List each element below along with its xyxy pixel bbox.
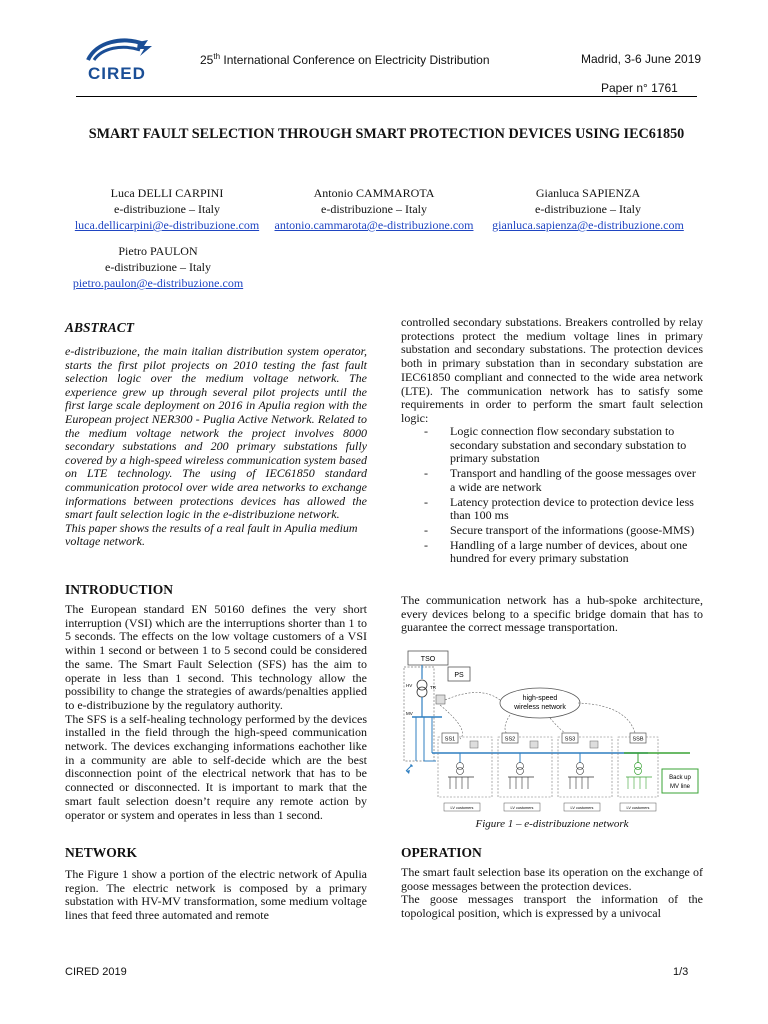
header-rule: [76, 96, 697, 97]
list-item: - Secure transport of the informations (goose-MMS): [422, 524, 703, 538]
network-diagram: [400, 645, 706, 817]
svg-text:SS2: SS2: [504, 736, 516, 743]
intro-paragraph: The European standard EN 50160 defines the very short interruption (VSI) which are the interruptions shorter than 1 to 5 seconds. The effects on the low voltage customers of a VSI within 1 second or between 1 to 5 second could be considered the same. The Smart Fault Selection (SFS) has the aim to operate in less than 1 second. This technology allow the possibility to change the strategies of awards/penalties applied to e-distribuzione by the regulatory authority.: [65, 602, 367, 712]
figure-caption: Figure 1 – e-distribuzione network: [475, 818, 629, 830]
wireless-label: high-speed: [522, 695, 558, 702]
svg-text:LV customers: LV customers: [626, 805, 650, 810]
svg-text:SS1: SS1: [444, 736, 456, 743]
list-item: - Transport and handling of the goose messages over a wide are network: [422, 467, 703, 494]
tr-label: TR: [430, 685, 436, 690]
tso-label: TSO: [420, 656, 436, 663]
backup-label: MV line: [669, 784, 691, 790]
author-block: [268, 185, 480, 233]
list-item: - Logic connection flow secondary substation to secondary substation and secondary substation to primary substation: [422, 425, 703, 466]
author-block: [62, 185, 272, 233]
intro-paragraph: The SFS is a self-healing technology performed by the devices installed in the field through the high-speed communication network. The devices exchanging informations eachother like in a community are able to self-decide which are the best disconnection point of the electrical network that has to be connected or disconnected. It is important to mark that the smart fault selection doesn’t require any remote action by operator or system and operates in less than 1 second.: [65, 711, 367, 822]
network-heading: NETWORK: [65, 845, 138, 860]
abstract-heading: ABSTRACT: [65, 320, 135, 335]
footer-left: CIRED 2019: [65, 966, 127, 978]
conference-title: 25th International Conference on Electricity Distribution: [200, 52, 490, 67]
paper-number: Paper n° 1761: [601, 81, 678, 95]
network-paragraph: The Figure 1 show a portion of the electric network of Apulia region. The electric network is composed by a primary substation with HV-MV transformation, some medium voltage lines that feed three automated and remote: [65, 867, 367, 923]
operation-text: [401, 866, 703, 921]
backup-label: Back up: [669, 775, 691, 781]
svg-text:LV customers: LV customers: [510, 805, 534, 810]
introduction-heading: INTRODUCTION: [65, 582, 174, 597]
wireless-network-cloud: [500, 688, 580, 718]
author-name: Gianluca SAPIENZA: [535, 186, 641, 200]
author-block: [482, 185, 694, 233]
wireless-label: wireless network: [514, 704, 566, 711]
hv-label: HV: [406, 683, 413, 688]
place-date: Madrid, 3-6 June 2019: [581, 52, 702, 66]
ps-device-icon: [436, 695, 445, 704]
mv-label: MV: [406, 711, 413, 716]
secondary-substation-ss3: [558, 733, 612, 811]
author-email-link[interactable]: gianluca.sapienza@e-distribuzione.com: [492, 218, 684, 232]
svg-text:SS3: SS3: [564, 736, 576, 743]
author-email-link[interactable]: luca.dellicarpini@e-distribuzione.com: [74, 218, 260, 232]
abstract-text: [65, 345, 367, 549]
author-affiliation: e-distribuzione – Italy: [321, 202, 427, 216]
list-item: - Latency protection device to protection device less than 100 ms: [422, 496, 703, 523]
author-affiliation: e-distribuzione – Italy: [535, 202, 641, 216]
architecture-paragraph: The communication network has a hub-spoke architecture, every devices belong to a specific bridge domain that has to guarantee the correct message transportation.: [401, 593, 703, 635]
operation-paragraph: The smart fault selection base its operation on the exchange of goose messages between the protection devices.: [401, 865, 703, 893]
abstract-paragraph: e-distribuzione, the main italian distribution system operator, starts the first pilot projects on 2010 testing the fast fault selection logic over the medium voltage network. The experience grew up through several pilot projects until the first large scale deployment on 2016 in Apulia region with the European project NER300 - Puglia Active Network. Related to the medium voltage network the project involves 8000 secondary substations and 200 primary substations fully covered by a high-speed wireless communication system based on LTE technology. The using of IEC61850 standard communication protocol over wide area networks to exchange informations between protections devices has allowed the smart fault selection logic in the e-distribuzione network.: [65, 344, 367, 522]
requirements-list: [422, 425, 703, 567]
svg-text:LV customers: LV customers: [450, 805, 474, 810]
svg-text:LV customers: LV customers: [570, 805, 594, 810]
author-affiliation: e-distribuzione – Italy: [114, 202, 220, 216]
ps-label: PS: [454, 672, 464, 679]
logo-text: CIRED: [88, 64, 146, 83]
author-email-link[interactable]: pietro.paulon@e-distribuzione.com: [72, 276, 244, 290]
author-affiliation: e-distribuzione – Italy: [105, 260, 211, 274]
abstract-paragraph: This paper shows the results of a real fault in Apulia medium voltage network.: [65, 520, 358, 549]
list-item: - Handling of a large number of devices, about one hundred for every primary substation: [422, 539, 703, 566]
paper-title: SMART FAULT SELECTION THROUGH SMART PROTECTION DEVICES USING IEC61850: [88, 126, 685, 142]
operation-heading: OPERATION: [401, 845, 482, 860]
svg-text:SSB: SSB: [632, 736, 644, 743]
secondary-substation-ss2: [498, 733, 552, 811]
author-name: Pietro PAULON: [118, 244, 198, 258]
author-block: [58, 243, 258, 291]
author-name: Luca DELLI CARPINI: [110, 186, 224, 200]
author-name: Antonio CAMMAROTA: [313, 186, 435, 200]
secondary-substation-ss1: [438, 733, 492, 811]
introduction-text: [65, 603, 367, 822]
operation-paragraph: The goose messages transport the information of the topological position, which is expressed by a univocal: [401, 892, 703, 921]
network-continued-paragraph: controlled secondary substations. Breakers controlled by relay protections protect the medium voltage lines in primary substation and secondary substations. The protection devices both in primary substation than in secondary substation are IEC61850 compliant and connected to the wide area network (LTE). The communication network has to satisfy some requirements in order to perform the smart fault selection logic:: [401, 315, 703, 425]
author-email-link[interactable]: antonio.cammarota@e-distribuzione.com: [274, 218, 474, 232]
page-number: 1/3: [673, 966, 689, 978]
